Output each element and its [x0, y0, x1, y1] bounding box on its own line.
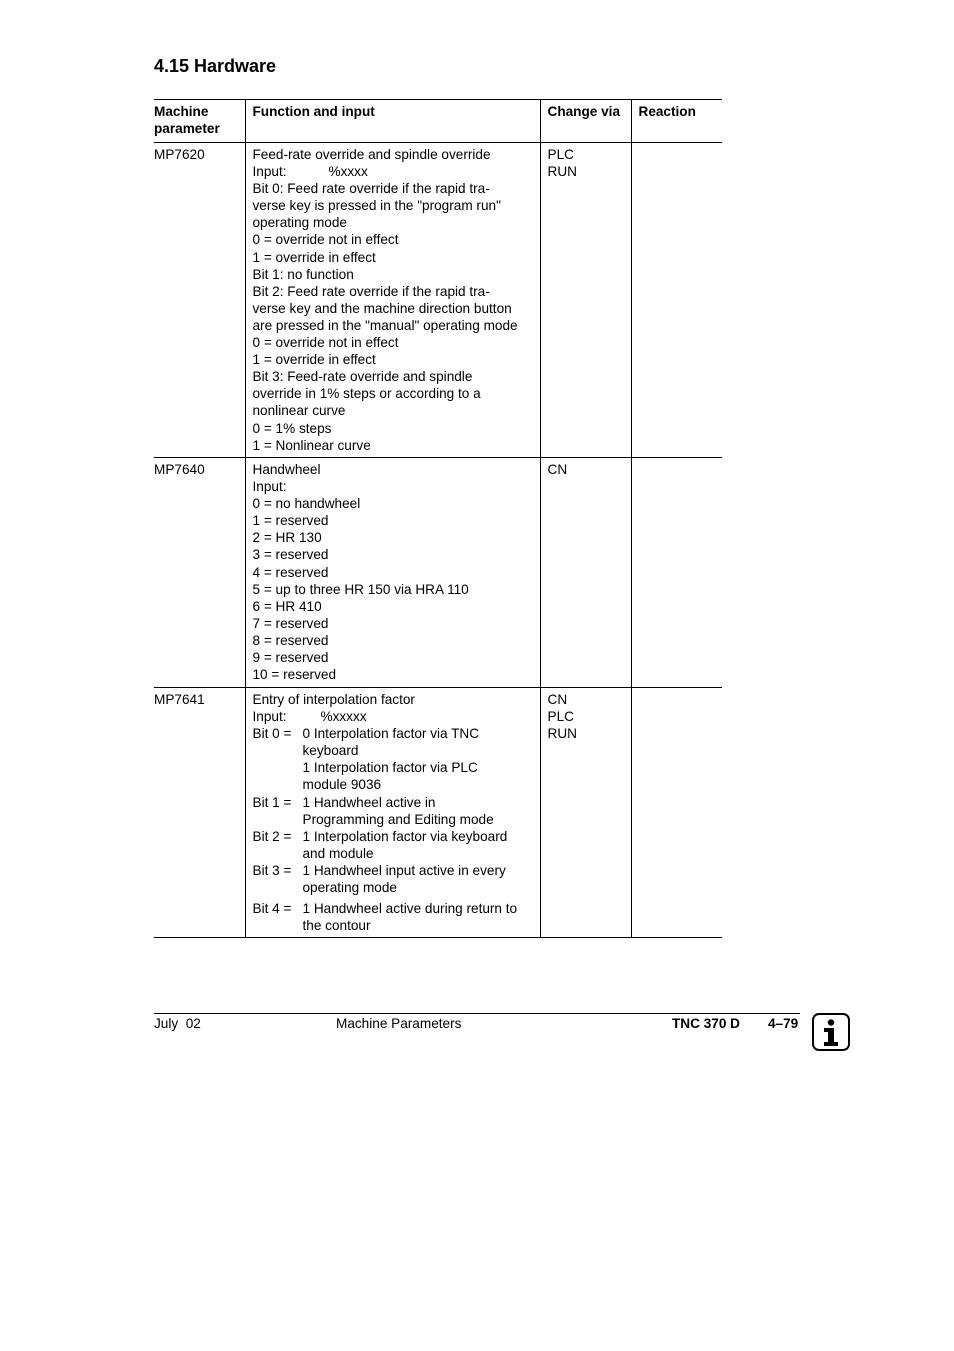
- change-via-item: RUN: [547, 164, 577, 180]
- bit-line: keyboard: [302, 743, 359, 759]
- section-title: 4.15 Hardware: [154, 56, 277, 76]
- input-value: %xxxx: [328, 164, 368, 180]
- description-line: override in 1% steps or according to a: [252, 386, 481, 402]
- option-line: 9 = reserved: [252, 650, 329, 666]
- table-row: [154, 458, 722, 688]
- bit-text: 1 Interpolation factor via keyboard: [302, 828, 508, 844]
- option-line: 6 = HR 410: [252, 598, 322, 614]
- footer-date: July 02: [154, 1016, 201, 1031]
- header-reaction: Reaction: [631, 100, 722, 143]
- description-line: Bit 3: Feed-rate override and spindle: [252, 369, 473, 385]
- bit-line: [253, 862, 540, 879]
- reaction-cell: [631, 458, 722, 688]
- bit-label: Bit 2 =: [252, 828, 292, 844]
- header-change-via: Change via: [540, 100, 631, 143]
- function-cell: [245, 688, 540, 938]
- bit-text: 1 Handwheel active in: [302, 794, 436, 810]
- bit-line: operating mode: [302, 880, 397, 896]
- input-value: %xxxxx: [320, 709, 367, 725]
- input-line: [253, 163, 540, 180]
- description-line: verse key and the machine direction button: [252, 300, 512, 316]
- bit-label: Bit 1 =: [252, 794, 292, 810]
- option-line: 7 = reserved: [252, 615, 329, 631]
- option-line: 5 = up to three HR 150 via HRA 110: [252, 581, 469, 597]
- function-title: Handwheel: [252, 462, 321, 477]
- description-line: 1 = override in effect: [252, 352, 376, 368]
- change-via-item: CN: [547, 692, 568, 707]
- table-row: [154, 143, 722, 458]
- option-line: 4 = reserved: [252, 564, 329, 580]
- param-id: MP7641: [154, 688, 245, 938]
- description-line: Bit 2: Feed rate override if the rapid tra-: [252, 283, 490, 299]
- machine-parameter-table: [154, 99, 722, 938]
- function-title: Entry of interpolation factor: [252, 692, 415, 707]
- option-line: 8 = reserved: [252, 632, 329, 648]
- info-icon[interactable]: [812, 1013, 850, 1051]
- footer-section: Machine Parameters: [336, 1016, 462, 1031]
- bit-label: Bit 3 =: [252, 862, 292, 878]
- input-label: Input:: [252, 709, 287, 725]
- bit-label: Bit 0 =: [252, 726, 292, 742]
- description-line: operating mode: [252, 215, 347, 231]
- description-line: Bit 1: no function: [252, 266, 354, 282]
- description-line: 0 = override not in effect: [252, 232, 399, 248]
- bit-line: [253, 725, 540, 742]
- reaction-cell: [631, 688, 722, 938]
- table-header-row: [154, 100, 722, 143]
- bit-line: [253, 794, 540, 811]
- bit-line: and module: [302, 845, 374, 861]
- option-line: 3 = reserved: [252, 547, 329, 563]
- description-line: nonlinear curve: [252, 403, 346, 419]
- input-line: [253, 478, 540, 495]
- function-title: Feed-rate override and spindle override: [252, 147, 491, 162]
- header-machine-parameter: [154, 100, 245, 143]
- function-cell: [245, 143, 540, 458]
- bit-line: [253, 900, 540, 917]
- footer-page-number: 4–79: [768, 1016, 799, 1031]
- change-via-cell: [540, 688, 631, 938]
- change-via-item: PLC: [547, 147, 574, 162]
- description-line: verse key is pressed in the "program run": [252, 198, 501, 214]
- function-cell: [245, 458, 540, 688]
- reaction-cell: [631, 143, 722, 458]
- header-line: Machine: [154, 104, 209, 119]
- option-line: 10 = reserved: [252, 667, 337, 683]
- bit-label: Bit 4 =: [252, 901, 292, 917]
- bit-line: [253, 828, 540, 845]
- bit-text: 1 Handwheel active during return to: [302, 901, 518, 917]
- description-line: Bit 0: Feed rate override if the rapid tra-: [252, 181, 490, 197]
- bit-text: 1 Handwheel input active in every: [302, 862, 506, 878]
- change-via-cell: [540, 143, 631, 458]
- description-line: 0 = 1% steps: [252, 420, 332, 436]
- description-line: 1 = override in effect: [252, 249, 376, 265]
- input-line: [253, 708, 540, 725]
- bit-line: the contour: [302, 918, 371, 934]
- option-line: 1 = reserved: [252, 513, 329, 529]
- change-via-cell: [540, 458, 631, 688]
- bit-line: 1 Interpolation factor via PLC: [302, 760, 478, 776]
- footer-divider: [154, 1013, 800, 1014]
- option-line: 2 = HR 130: [252, 530, 322, 546]
- description-line: 1 = Nonlinear curve: [252, 437, 371, 453]
- header-function-and-input: Function and input: [245, 100, 540, 143]
- bit-line: Programming and Editing mode: [302, 811, 494, 827]
- option-line: 0 = no handwheel: [252, 496, 361, 512]
- change-via-item: RUN: [547, 726, 577, 742]
- change-via-item: CN: [547, 462, 568, 477]
- table-row: [154, 688, 722, 938]
- bit-text: 0 Interpolation factor via TNC: [302, 726, 480, 742]
- input-label: Input:: [252, 479, 287, 495]
- input-label: Input:: [252, 164, 287, 180]
- param-id: MP7640: [154, 458, 245, 688]
- change-via-item: PLC: [547, 709, 574, 725]
- param-id: MP7620: [154, 143, 245, 458]
- description-line: 0 = override not in effect: [252, 335, 399, 351]
- footer-model: TNC 370 D: [672, 1016, 740, 1031]
- description-line: are pressed in the "manual" operating mode: [252, 317, 518, 333]
- header-line: parameter: [154, 121, 220, 137]
- bit-line: module 9036: [302, 777, 382, 793]
